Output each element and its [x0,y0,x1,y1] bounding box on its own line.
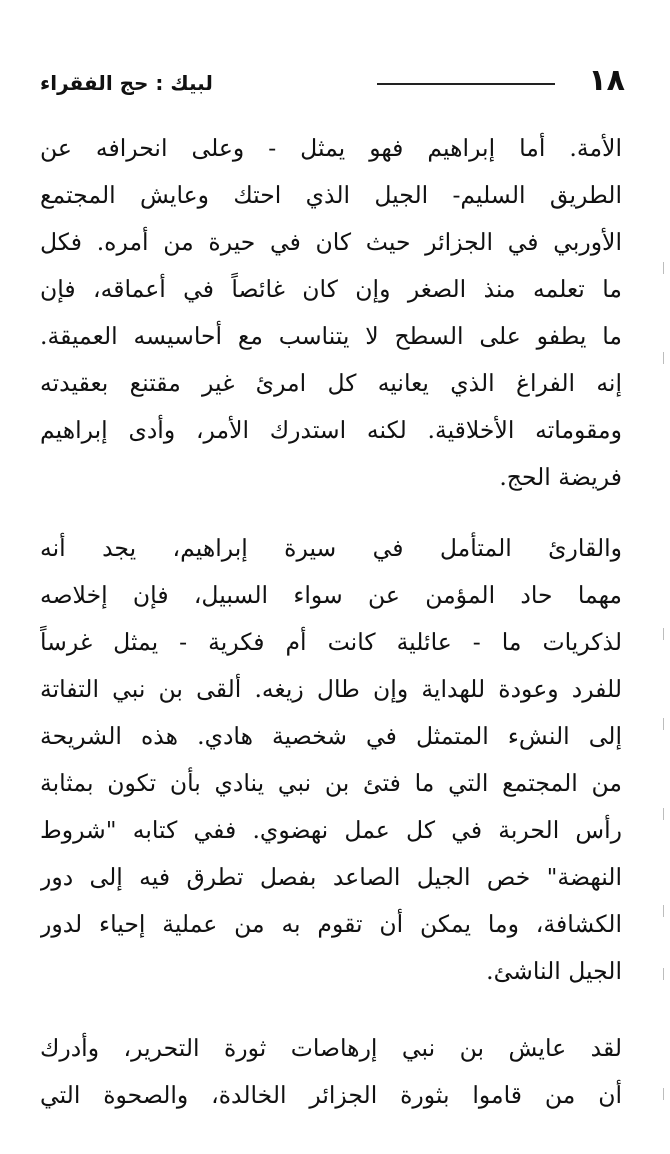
text-line: الأمة. أما إبراهيم فهو يمثل - وعلى انحرافه عن [40,134,622,162]
paragraph-2 [40,525,622,995]
text-line: إلى النشء المتمثل في شخصية هادي. هذه الشريحة [40,722,622,750]
text-line: إنه الفراغ الذي يعانيه كل امرئ غير مقتنع بعقيدته [40,369,622,397]
page-number: ١٨ [588,63,625,98]
text-line: أن من قاموا بثورة الجزائر الخالدة، والصحوة التي [40,1081,622,1109]
margin-mark [659,1088,664,1100]
margin-mark [659,968,664,980]
margin-mark [659,262,664,274]
margin-mark [659,352,664,364]
text-line: فريضة الحج. [499,463,622,491]
margin-mark [659,628,664,640]
paragraph-1 [40,125,622,501]
text-line: الطريق السليم- الجيل الذي احتك وعايش المجتمع [40,181,622,209]
body-text [40,125,622,1119]
margin-mark [659,718,664,730]
running-title: لبيك : حج الفقراء [40,71,213,95]
running-header [40,62,625,102]
text-line: النهضة" خص الجيل الصاعد بفصل تطرق فيه إلى دور [40,863,622,891]
text-line: والقارئ المتأمل في سيرة إبراهيم، يجد أنه [40,534,622,562]
text-line: لذكريات ما - عائلية كانت أم فكرية - يمثل غرساً [40,628,622,656]
text-line: ما تعلمه منذ الصغر وإن كان غائصاً في أعماقه، فإن [40,275,622,303]
text-line: من المجتمع التي ما فتئ بن نبي ينادي بأن تكون بمثابة [40,769,622,797]
text-line: الكشافة، وما يمكن أن تقوم به من عملية إحياء لدور [40,910,622,938]
text-line: للفرد وعودة للهداية وإن طال زيغه. ألقى بن نبي التفاتة [40,675,622,703]
header-rule [377,83,555,85]
text-line: ومقوماته الأخلاقية. لكنه استدرك الأمر، وأدى إبراهيم [40,416,622,444]
text-line: الجيل الناشئ. [486,957,622,985]
text-line: لقد عايش بن نبي إرهاصات ثورة التحرير، وأدرك [40,1034,622,1062]
text-line: ما يطفو على السطح لا يتناسب مع أحاسيسه العميقة. [40,322,622,350]
margin-mark [659,808,664,820]
text-line: الأوربي في الجزائر حيث كان في حيرة من أمره. فكل [40,228,622,256]
text-line: رأس الحربة في كل عمل نهضوي. ففي كتابه "شروط [40,816,622,844]
text-line: مهما حاد المؤمن عن سواء السبيل، فإن إخلاصه [40,581,622,609]
margin-mark [659,905,664,917]
paragraph-3 [40,1025,622,1119]
